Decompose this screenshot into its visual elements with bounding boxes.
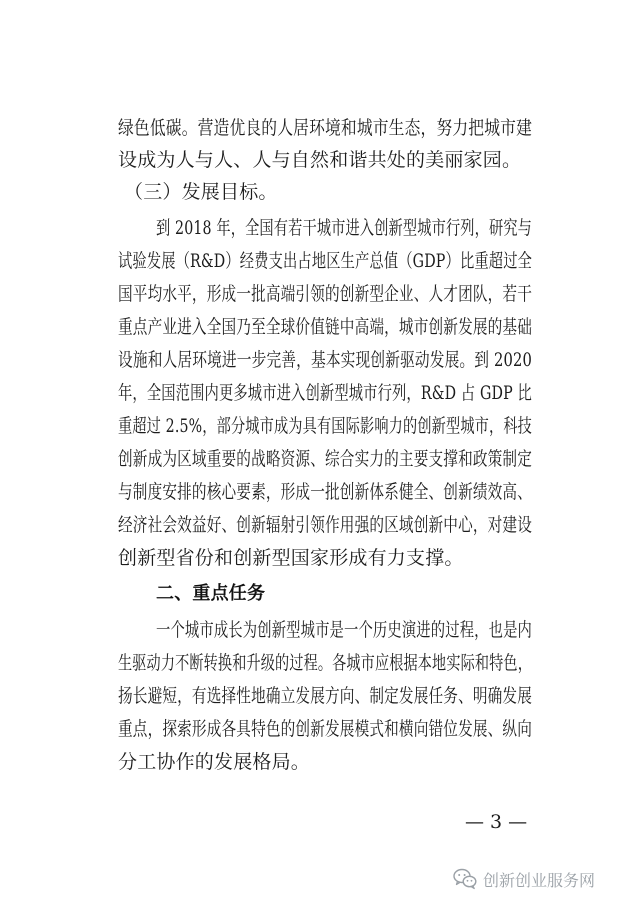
text-line-19 bbox=[0, 713, 640, 745]
text-line-13 bbox=[0, 509, 640, 541]
text-line-10 bbox=[0, 410, 640, 442]
line-text: 重点产业进入全国乃至全球价值链中高端，城市创新发展的基础 bbox=[118, 316, 533, 338]
text-line-20 bbox=[0, 746, 640, 778]
text-line-6 bbox=[0, 278, 640, 310]
line-text: 经济社会效益好、创新辐射引领作用强的区域创新中心，对建设 bbox=[118, 514, 533, 536]
line-text: 扬长避短，有选择性地确立发展方向、制定发展任务、明确发展 bbox=[118, 685, 533, 707]
text-line-4 bbox=[0, 212, 640, 244]
text-line-14 bbox=[0, 542, 640, 574]
line-text: 创新成为区域重要的战略资源、综合实力的主要支撑和政策制定 bbox=[118, 448, 533, 470]
line-text: 创新型省份和创新型国家形成有力支撑。 bbox=[118, 547, 464, 569]
subheading-development-goals bbox=[0, 176, 640, 208]
line-text: 年，全国范围内更多城市进入创新型城市行列，R&D 占 GDP 比 bbox=[118, 382, 532, 404]
text-line-7 bbox=[0, 311, 640, 343]
section-heading-key-tasks bbox=[0, 578, 640, 610]
wechat-icon bbox=[453, 868, 477, 890]
line-text: 分工协作的发展格局。 bbox=[118, 751, 311, 773]
line-text: 生驱动力不断转换和升级的过程。各城市应根据本地实际和特色， bbox=[118, 652, 532, 674]
line-text: 与制度安排的核心要素，形成一批创新体系健全、创新绩效高、 bbox=[118, 481, 533, 503]
text-line-5 bbox=[0, 245, 640, 277]
line-text: 重点，探索形成各具特色的创新发展模式和横向错位发展、纵向 bbox=[118, 718, 533, 740]
text-line-17 bbox=[0, 647, 640, 679]
text-line-18 bbox=[0, 680, 640, 712]
watermark bbox=[453, 864, 628, 894]
text-line-11 bbox=[0, 443, 640, 475]
line-text: 设施和人居环境进一步完善，基本实现创新驱动发展。到 2020 bbox=[118, 349, 532, 371]
page-number: — 3 — bbox=[465, 811, 528, 833]
heading-text: 二、重点任务 bbox=[156, 583, 266, 604]
line-text: 设成为人与人、人与自然和谐共处的美丽家园。 bbox=[118, 149, 522, 171]
text-line-9 bbox=[0, 377, 640, 409]
line-text: 一个城市成长为创新型城市是一个历史演进的过程，也是内 bbox=[156, 619, 532, 641]
text-line-1 bbox=[0, 112, 640, 144]
text-line-8 bbox=[0, 344, 640, 376]
text-line-16 bbox=[0, 614, 640, 646]
line-text: 重超过 2.5%，部分城市成为具有国际影响力的创新型城市，科技 bbox=[118, 415, 533, 437]
line-text: 到 2018 年，全国有若干城市进入创新型城市行列，研究与 bbox=[156, 217, 533, 239]
watermark-text: 创新创业服务网 bbox=[483, 870, 596, 890]
line-text: 绿色低碳。营造优良的人居环境和城市生态，努力把城市建 bbox=[118, 117, 532, 139]
subheading-text: （三）发展目标。 bbox=[124, 181, 278, 203]
text-line-2 bbox=[0, 144, 640, 176]
text-line-12 bbox=[0, 476, 640, 508]
line-text: 国平均水平，形成一批高端引领的创新型企业、人才团队，若干 bbox=[118, 283, 533, 305]
line-text: 试验发展（R&D）经费支出占地区生产总值（GDP）比重超过全 bbox=[118, 250, 533, 272]
